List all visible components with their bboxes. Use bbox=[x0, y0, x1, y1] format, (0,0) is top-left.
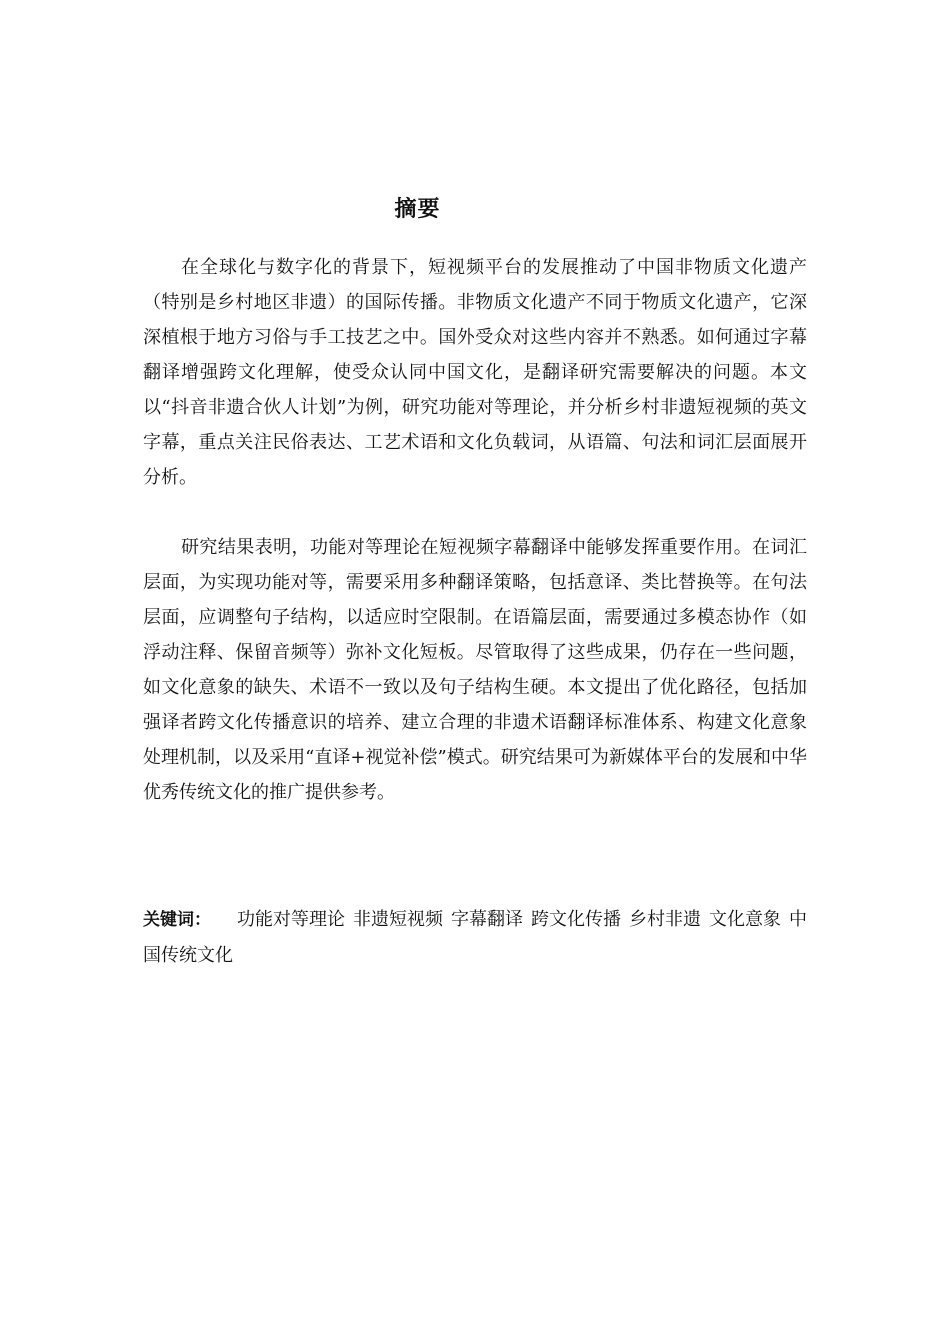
keyword-item: 功能对等理论 bbox=[237, 909, 345, 930]
keyword-item: 非遗短视频 bbox=[353, 909, 443, 930]
keyword-item: 跨文化传播 bbox=[531, 909, 621, 930]
keyword-item: 字幕翻译 bbox=[451, 909, 523, 930]
keyword-item: 中国传统文化 bbox=[143, 909, 807, 966]
keywords-block bbox=[143, 902, 807, 973]
keywords-label: 关键词： bbox=[143, 910, 211, 930]
abstract-title: 摘要 bbox=[394, 197, 441, 222]
abstract-paragraph-2: 研究结果表明，功能对等理论在短视频字幕翻译中能够发挥重要作用。在词汇层面，为实现功能对等，需要采用多种翻译策略，包括意译、类比替换等。在句法层面，应调整句子结构，以适应时空限制。在语篇层面，需要通过多模态协作（如浮动注释、保留音频等）弥补文化短板。尽管取得了这些成果，仍存在一些问题，如文化意象的缺失、术语不一致以及句子结构生硬。本文提出了优化路径，包括加强译者跨文化传播意识的培养、建立合理的非遗术语翻译标准体系、构建文化意象处理机制，以及采用“直译+视觉补偿”模式。研究结果可为新媒体平台的发展和中华优秀传统文化的推广提供参考。 bbox=[143, 537, 807, 803]
keyword-item: 乡村非遗 bbox=[629, 909, 701, 930]
abstract-paragraph-1: 在全球化与数字化的背景下，短视频平台的发展推动了中国非物质文化遗产（特别是乡村地区非遗）的国际传播。非物质文化遗产不同于物质文化遗产，它深深植根于地方习俗与手工技艺之中。国外受众对这些内容并不熟悉。如何通过字幕翻译增强跨文化理解，使受众认同中国文化，是翻译研究需要解决的问题。本文以“抖音非遗合伙人计划”为例，研究功能对等理论，并分析乡村非遗短视频的英文字幕，重点关注民俗表达、工艺术语和文化负载词，从语篇、句法和词汇层面展开分析。 bbox=[143, 257, 807, 488]
keyword-item: 文化意象 bbox=[709, 909, 781, 930]
